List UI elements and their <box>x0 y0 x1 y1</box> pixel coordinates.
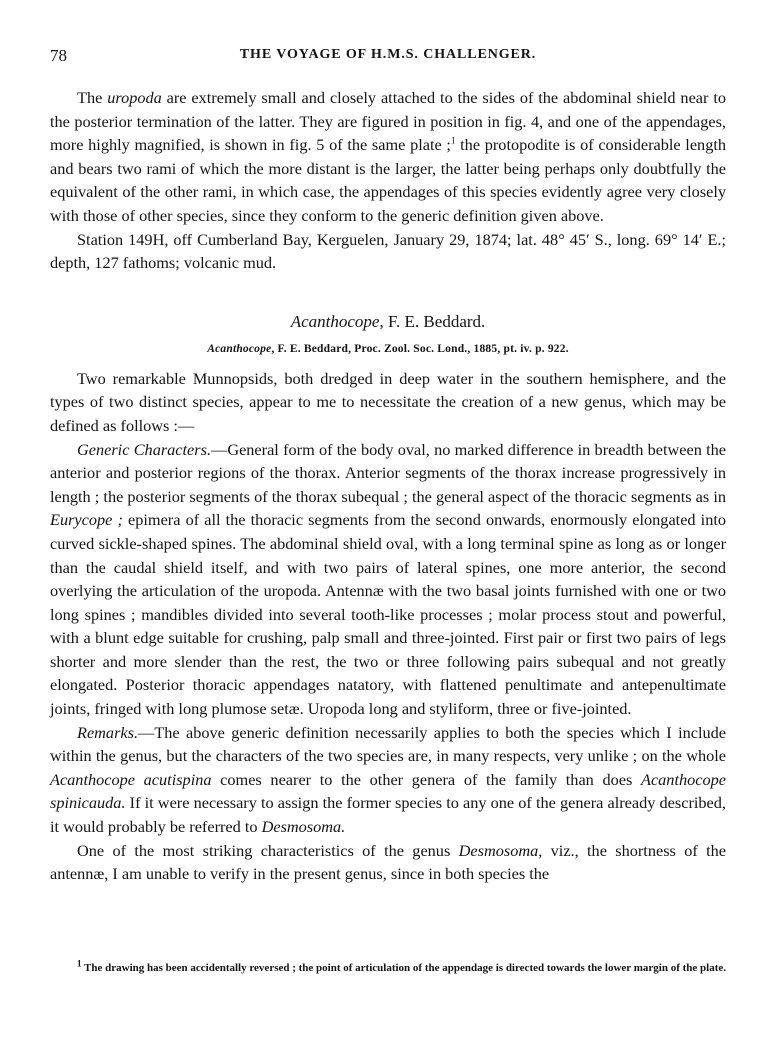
footnote-mark: 1 <box>77 958 82 969</box>
citation-text: , F. E. Beddard, Proc. Zool. Soc. Lond., 1885, pt. iv. p. 922. <box>271 342 569 355</box>
footnote-reference: 1 <box>450 135 456 146</box>
genus-desmosoma-2: Desmosoma, <box>458 840 543 860</box>
generic-characters-text-1: —General form of the body oval, no marked difference in breadth between the anterior and posterior regions of the thorax. Anterior segments of the thorax increase progressively in length ; the posterior segments of the thorax subequal ; the general aspect of the thoracic segments as in <box>50 439 727 506</box>
paragraph-uropoda <box>50 86 726 228</box>
paragraph-remarks <box>50 721 726 839</box>
remarks-text-1: —The above generic definition necessarily applies to both the species which I include within the genus, but the characters of the two species are, in many respects, very unlike ; on the whole <box>50 722 726 766</box>
section-title <box>50 310 726 334</box>
paragraph-uropoda-text-after: the protopodite is of considerable length and bears two rami of which the more distant is the larger, the latter being perhaps only doubtfully the equivalent of the other rami, in which case, the appendages of this species evidently agree very closely with those of other species, since they conform to the generic definition given above. <box>50 135 726 225</box>
remarks-text-2: comes nearer to the other genera of the family than does <box>211 769 641 789</box>
station-record: Station 149H, off Cumberland Bay, Kerguelen, January 29, 1874; lat. 48° 45′ S., long. 69° 14′ E.; depth, 127 fathoms; volcanic mud. <box>50 229 726 273</box>
paragraph-last <box>50 839 726 886</box>
generic-characters-text-2: epimera of all the thoracic segments from the second onwards, enormously elongated into curved sickle-shaped spines. The abdominal shield oval, with a long terminal spine as long as or longer than the caudal shield itself, and with two pairs of lateral spines, one more anterior, the second overlying the articulation of the uropoda. Antennæ with the two basal joints furnished with one or two long spines ; mandibles divided into several tooth-like processes ; molar process stout and powerful, with a blunt edge suitable for crushing, palp small and three-jointed. First pair or first two pairs of legs shorter and more slender than the rest, the two or three following pairs subequal and not greatly elongated. Posterior thoracic appendages natatory, with flattened penultimate and antepenultimate joints, fringed with long plumose setæ. Uropoda long and styliform, three or five-jointed. <box>50 510 726 719</box>
footnote-text: The drawing has been accidentally reversed ; the point of articulation of the appendage is directed towards the lower margin of the plate. <box>81 962 726 974</box>
citation-line <box>50 340 726 358</box>
footnote-area <box>50 960 726 976</box>
paragraph-uropoda-text: are extremely small and closely attached to the sides of the abdominal shield near to the posterior termination of the latter. They are figured in position in fig. 4, and one of the appendages, more highly magnified, is shown in fig. 5 of the same plate ; <box>50 88 726 155</box>
section-title-author: , F. E. Beddard. <box>379 311 486 331</box>
paragraph-last-text-2: viz., the shortness of the antennæ, I am unable to verify in the present genus, since in both species the <box>50 840 727 884</box>
footnote <box>50 960 726 976</box>
term-uropoda: uropoda <box>107 88 162 107</box>
species-acutispina: Acanthocope acutispina <box>50 769 212 789</box>
section-spacer <box>50 275 726 310</box>
page-body <box>50 86 726 886</box>
paragraph-last-text-1: One of the most striking characteristics of the genus <box>77 840 459 860</box>
citation-genus: Acanthocope <box>207 342 272 355</box>
running-title: THE VOYAGE OF H.M.S. CHALLENGER. <box>239 47 537 62</box>
species-spinicauda: Acanthocope spinicauda. <box>50 769 726 813</box>
page-header <box>50 46 726 68</box>
section-title-genus: Acanthocope <box>290 311 380 331</box>
remarks-text-3: If it were necessary to assign the former species to any one of the genera already described, it would probably be referred to <box>50 793 726 837</box>
genus-eurycope: Eurycope ; <box>50 510 123 530</box>
page-number: 78 <box>50 46 67 65</box>
genus-desmosoma: Desmosoma. <box>261 817 346 837</box>
paragraph-intro: Two remarkable Munnopsids, both dredged in deep water in the southern hemisphere, and the types of two distinct species, appear to me to necessitate the creation of a new genus, which may be defined as follows :— <box>50 368 726 435</box>
remarks-heading: Remarks. <box>77 722 139 742</box>
paragraph-uropoda-lead: The <box>77 88 108 107</box>
generic-characters-heading: Generic Characters. <box>77 439 212 459</box>
paragraph-generic-characters <box>50 438 726 721</box>
